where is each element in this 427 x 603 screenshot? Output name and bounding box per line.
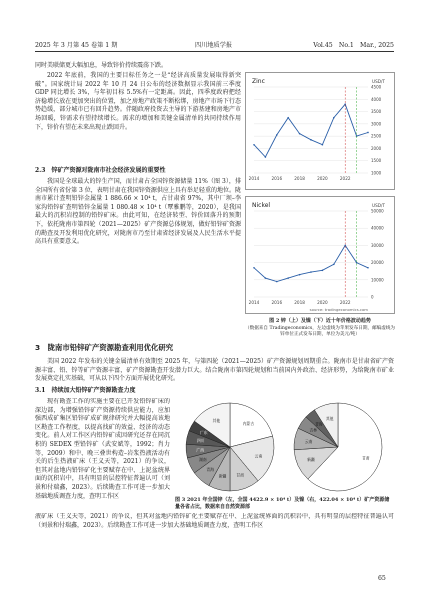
left-para-0: 同时美联储更大幅加息，导致锌价持续震荡下跌。 — [35, 62, 168, 69]
subsection-3-1: 3.1 持续加大铅锌矿产资源勘查力度 — [35, 387, 136, 394]
subsection-2-3: 2.3 锌矿产资源对陇南市社会经济发展的重要性 — [35, 167, 166, 174]
y-tick-label: 50000 — [371, 208, 384, 214]
chart-title: Nickel — [252, 202, 271, 209]
data-point — [265, 277, 267, 279]
y-tick-label: 40000 — [371, 225, 384, 231]
fig3-pies-svg — [175, 397, 393, 495]
nickel-chart-svg — [246, 197, 396, 315]
x-tick-label: 2016 — [271, 176, 283, 181]
pie-label: 其他 — [212, 417, 221, 423]
nickel-chart — [245, 196, 395, 314]
data-point — [276, 134, 278, 136]
chart-title: Zinc — [252, 78, 265, 85]
data-point — [287, 117, 289, 119]
y-tick-label: 30000 — [371, 242, 384, 248]
fig2-caption — [245, 318, 395, 325]
data-point — [333, 117, 335, 119]
x-tick-label: 2014 — [248, 300, 260, 305]
y-tick-label: 4000 — [371, 96, 382, 102]
zinc-chart-svg — [246, 73, 396, 191]
data-point — [322, 144, 324, 146]
data-point — [276, 281, 278, 283]
data-point — [310, 271, 312, 273]
data-point — [333, 264, 335, 266]
pie-label: 其他 — [325, 415, 334, 421]
pie-label: 甘肃 — [236, 472, 244, 478]
x-tick-label: 2018 — [294, 300, 305, 305]
pie-label: 青海 — [206, 466, 215, 472]
pie-label: 甘肃 — [362, 455, 370, 461]
y-tick-label: 10000 — [371, 277, 384, 283]
x-tick-label: 2014 — [248, 176, 260, 181]
pie-label: 广东 — [199, 430, 208, 436]
data-point — [299, 274, 301, 276]
data-point — [322, 270, 324, 272]
series-line — [254, 245, 368, 281]
y-tick-label: 1000 — [371, 170, 382, 176]
data-point — [356, 262, 358, 264]
y-tick-label: 3000 — [371, 121, 382, 127]
data-point — [367, 132, 369, 134]
data-point — [253, 267, 255, 269]
y-tick-label: 3500 — [371, 109, 382, 115]
fig3-label: 图 3 — [175, 497, 186, 503]
data-point — [287, 277, 289, 279]
x-tick-label: 2018 — [294, 176, 305, 181]
y-tick-label: 0 — [371, 294, 374, 300]
pie-label: 青海 — [315, 421, 323, 427]
y-tick-label: 2000 — [371, 145, 382, 151]
data-point — [367, 267, 369, 269]
y-tick-label: 4500 — [371, 84, 382, 90]
fig2-label: 图 2 — [269, 318, 280, 324]
y-axis-unit: USD/T — [372, 79, 385, 84]
fig2-note: （数据来自 Tradingeconomics，左边虚线为苹果发布日期，邮编虚线为锌单位正式发布日期，单位为美元/吨） — [245, 326, 395, 338]
pie-label: 云南 — [254, 453, 263, 459]
pie-label: 湖南 — [199, 457, 207, 463]
header-issue: 2025 年 3 月第 45 卷第 1 期 — [35, 42, 118, 49]
chart-source: source: tradingeconomics.com — [309, 307, 368, 312]
data-point — [253, 144, 255, 146]
left-para-2: 我国是全球最大的锌生产国，而甘肃占全国锌资源储量 11%（图 3），排全国所有省份第 3 位，表明甘肃在我国锌资源供应上具有举足轻重的地位。陇南市累计查明铅锌金属量 1 886.66 × 10⁴ t，占甘肃省 97%，其中厂坝–李家沟铅锌矿查明铅锌金属量 1 080.48 × 10⁴ t（覃雅鹏等，2020），是我国最大的沉积岩控制的铅锌矿床。由此可知，在经济转型、锌价回落升的预期下，依托陇南市第四轮（2021—2025）矿产资源总体规划，做好铅锌矿资源的勘查及开发利用优化研究，对陇南市乃至甘肃省经济发展及人民生活水平提高具有重要意义。 — [35, 178, 241, 246]
y-axis-unit: USD/T — [372, 203, 385, 208]
para-3-1-narrow: 现有勘查工作的实施主要在已开发铅锌矿床的深边部，为增强铅锌矿产资源持续供应能力，应加强西成矿集区铅锌矿成矿规律研究并大幅提高该地区勘查工作程度，以提高找矿的效益、经济的动态变化。前人对工作区内铅锌矿成因研究还存在同沉积的 SEDEX 型铅锌矿（武安斌等，1992；肖力等，2009）和中、晚三叠世构造–岩浆热液活动有关的后生热液矿床（王义天等，2021）的争议，但其对盆地内铅锌矿化主要赋存在中、上泥盆统界面的沉积岩中，具有明显的层控特征普遍认可（刘景和付瑞鑫，2023）。后续勘查工作可进一步加大基础地质调查力度，查明工作区 — [35, 398, 170, 500]
x-tick-label: 2022 — [339, 176, 351, 181]
data-point — [310, 139, 312, 141]
x-tick-label: 2022 — [339, 300, 351, 305]
para-3-1-continued — [35, 513, 394, 565]
y-tick-label: 2500 — [371, 133, 382, 139]
fig2-title: 锌（上）及镍（下）近十年价格波动趋势 — [280, 318, 371, 324]
x-tick-label: 2020 — [317, 176, 328, 181]
series-line — [254, 104, 368, 157]
y-tick-label: 1500 — [371, 158, 382, 164]
fig3-title: 2021 年全国锌（左，全国 4422.9 × 10⁴ t）及镍（右，422.04 × 10⁴ t）矿产资源储量各省占比，数据来自自然资源部 — [175, 497, 390, 510]
data-point — [299, 133, 301, 135]
pie-label: 云南 — [304, 438, 313, 444]
pie-label: 新疆 — [218, 473, 227, 479]
zinc-chart — [245, 72, 395, 190]
pie-label: 广西 — [196, 447, 205, 453]
header-journal: 四川地质学报 — [195, 42, 233, 49]
y-tick-label: 20000 — [371, 260, 384, 266]
data-point — [265, 156, 267, 158]
para-3-1-tail: 液矿床（王义天等，2021）的争议，但其对盆地内铅锌矿化主要赋存在中、上泥盆统界面的沉积岩中，具有明显的层控特征普遍认可（刘景和付瑞鑫，2023）。后续勘查工作可进一步加大基础地质调查力度，查明工作区 — [35, 513, 394, 529]
fig3-panel — [175, 397, 393, 495]
left-para-1: 2022 年底前，我国的主要目标任务之一是“经济高质量发展取得新突破”。国家统计局 2022 年 10 月 24 日公布的经济数据显示我国前三季度 GDP 同比增长 3%，与年初目标 5.5%有一定距离。因此，四季度政府把经济稳增长放在更加突出的位置，加之房地产政策不断松绑，房地产市场下行态势趋缓，部分城市已有回升趋势。伴随政府投资去主导的下游基建和房地产市场回暖，锌需求有望持续增长。需求的增加和美键金属清单的共同持续作用下，锌价有望在未来出现止跌回升。 — [35, 72, 241, 131]
section-3-para: 美国 2022 年发布的关键金属清单有效期至 2025 年，与第四轮（2021—2025）矿产资源规划周期重合。陇南市是甘肃省矿产资源丰富、铅、锌等矿产资源丰富，矿产资源勘查开发潜力巨大。结合陇南市第四轮规划和当前国内外政治、经济形势，为给陇南市矿业发展奠定扎实基础，可从以下四个方面开展优化研究。 — [35, 358, 394, 383]
x-tick-label: 2020 — [317, 300, 328, 305]
pie-label: 新疆 — [307, 457, 315, 463]
x-tick-label: 2016 — [271, 300, 283, 305]
header-volume: Vol.45 No.1 Mar., 2025 — [313, 42, 394, 49]
pie-label: 吉林 — [309, 427, 318, 433]
data-point — [344, 245, 346, 247]
running-header — [35, 40, 394, 52]
pie-label: 四川 — [197, 437, 205, 443]
pie-label: 内蒙古 — [242, 420, 255, 426]
fig3-caption — [175, 497, 393, 511]
page-number: 65 — [378, 575, 386, 582]
section-3-title: 3 陇南市铅锌矿产资源勘查利用优化研究 — [35, 343, 174, 352]
